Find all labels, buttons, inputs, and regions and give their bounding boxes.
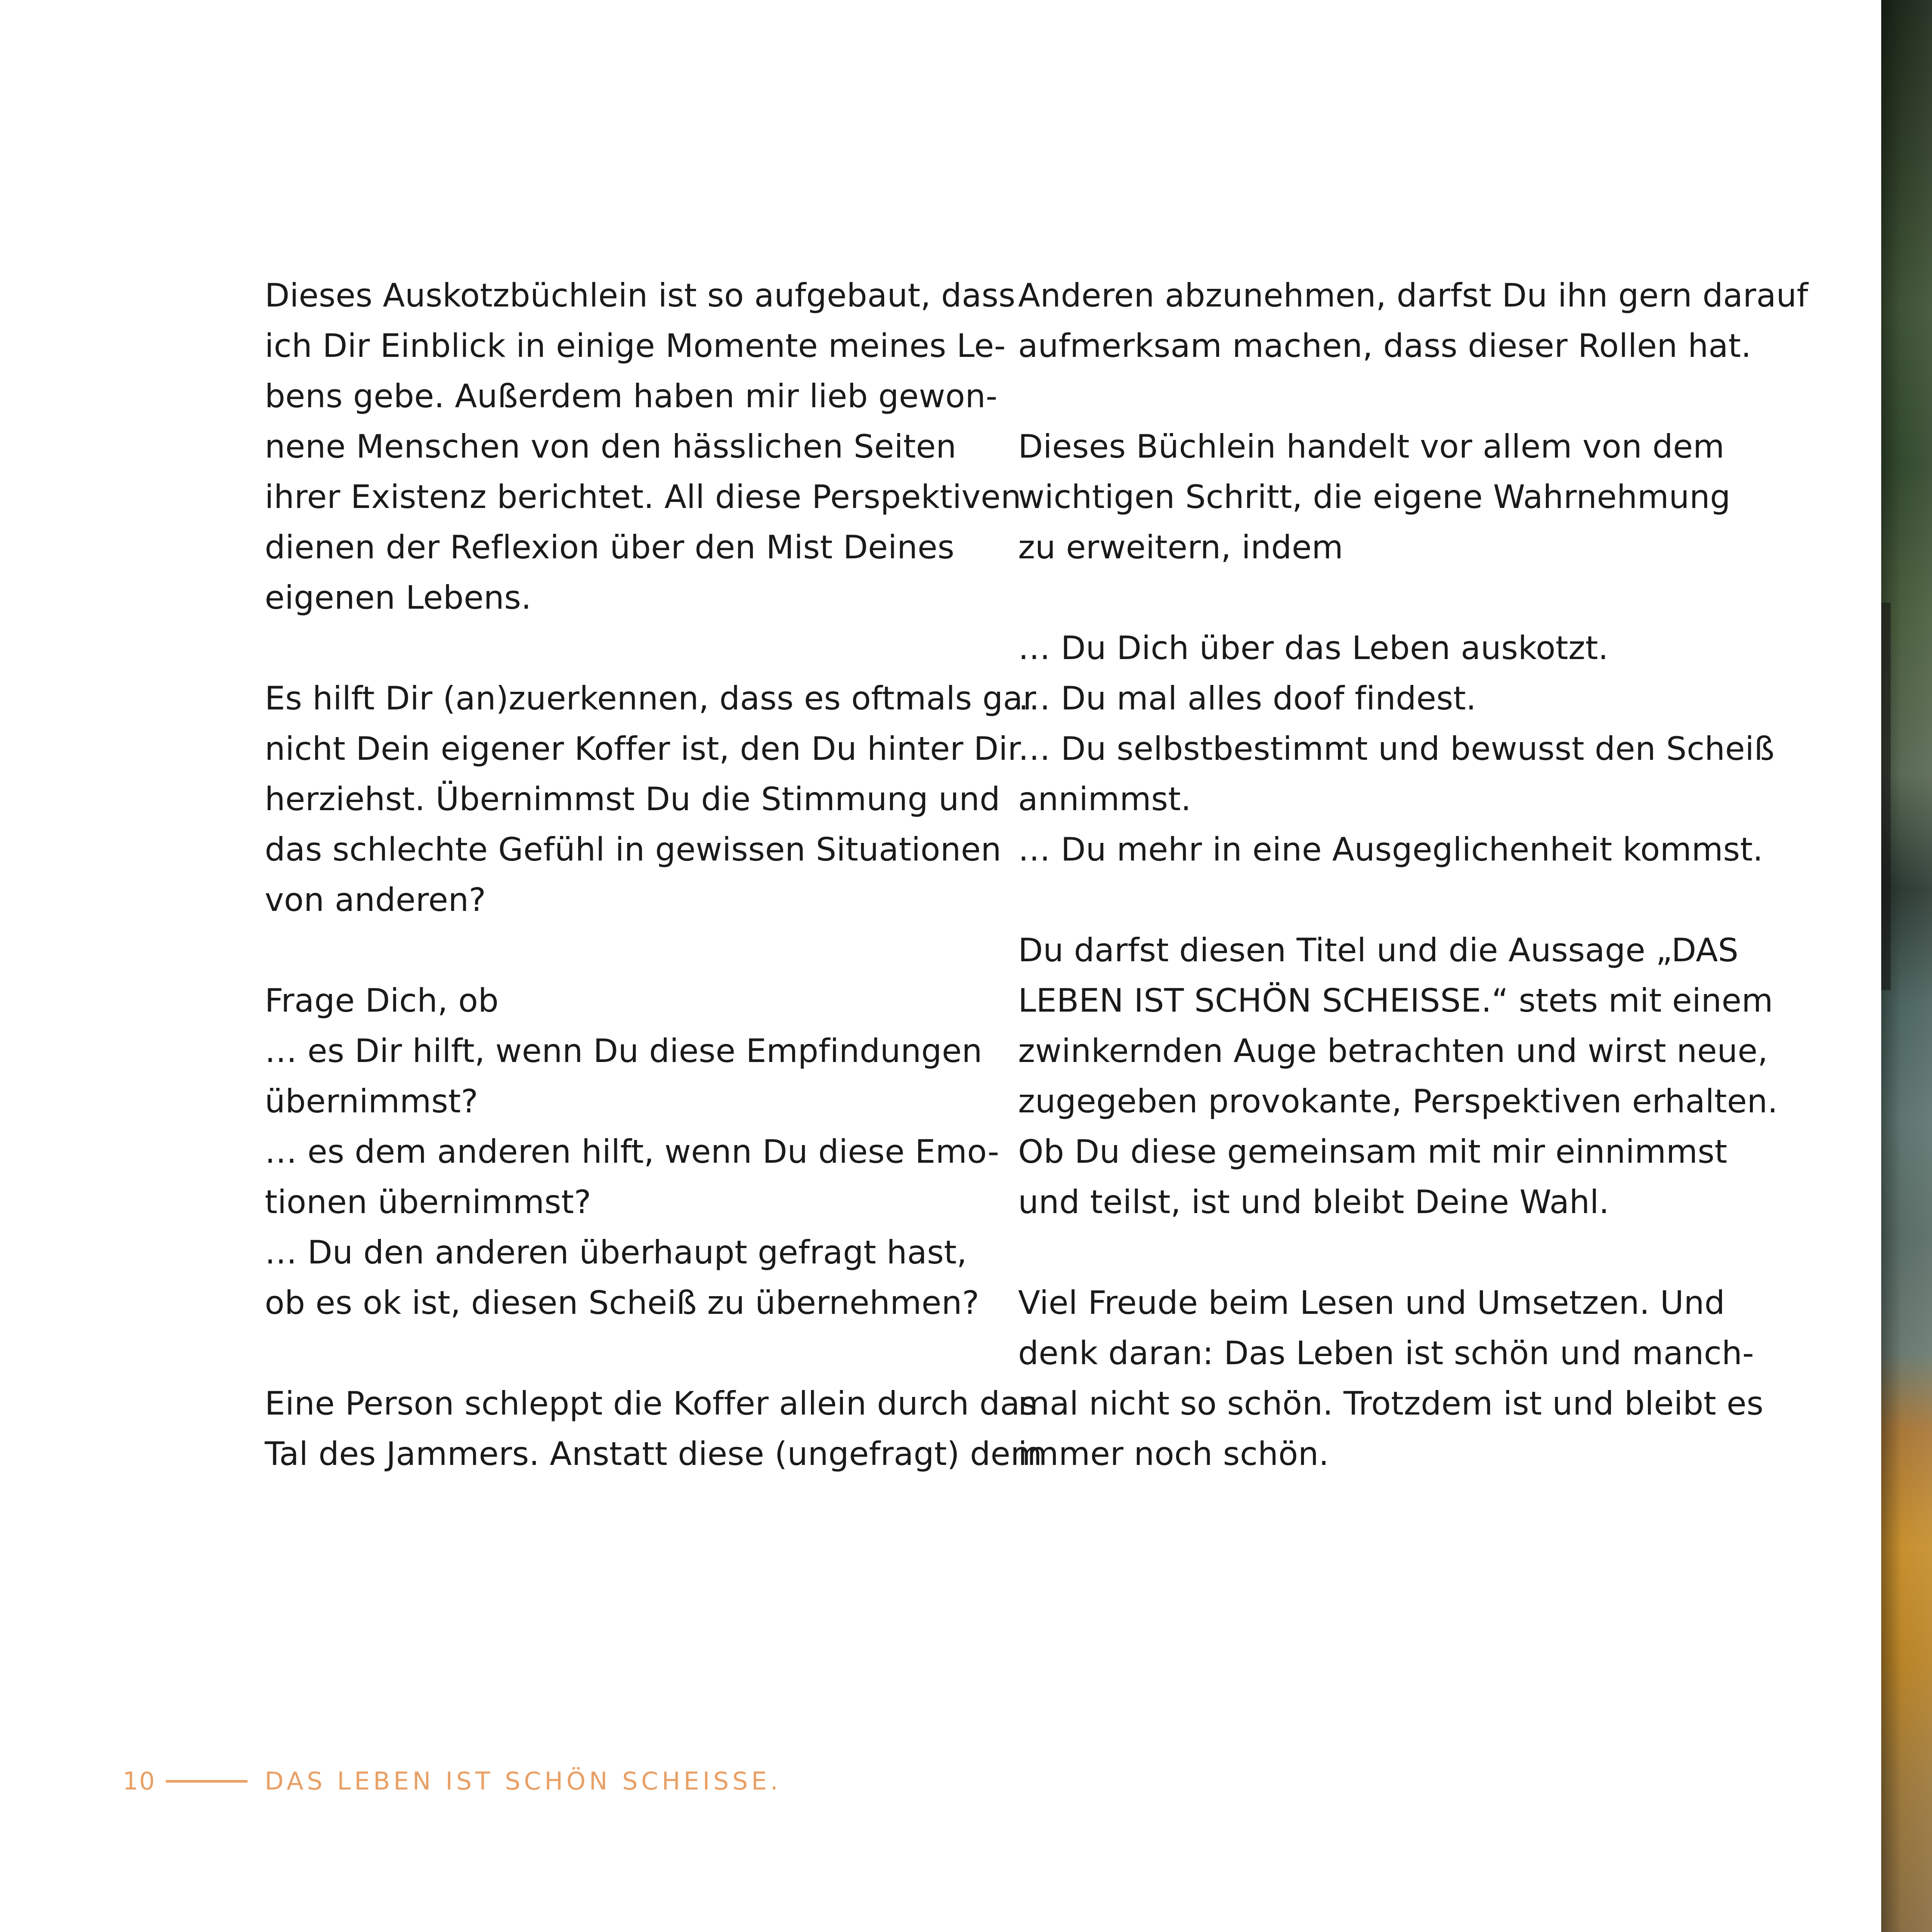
left-text-column: [265, 270, 1042, 1479]
text-line: Du darfst diesen Titel und die Aussage „DAS: [1018, 931, 1739, 969]
page-footer: [123, 1768, 781, 1794]
paragraph-gap: [1018, 573, 1690, 623]
text-line: eigenen Lebens.: [265, 579, 532, 616]
photo-edge-image: [1881, 0, 1932, 1932]
paragraph: [1018, 623, 1775, 875]
text-line: … Du selbstbestimmt und bewusst den Scheiß: [1018, 730, 1775, 768]
text-line: … es dem anderen hilft, wenn Du diese Emo-: [265, 1133, 1000, 1170]
text-line: übernimmst?: [265, 1082, 478, 1120]
paragraph-gap: [265, 925, 936, 975]
paragraph-gap: [1018, 875, 1690, 925]
text-line: herziehst. Übernimmst Du die Stimmung und: [265, 780, 1000, 818]
paragraph: [1018, 270, 1808, 371]
text-line: zugegeben provokante, Perspektiven erhalten.: [1018, 1082, 1778, 1120]
text-line: … Du mehr in eine Ausgeglichenheit kommst.: [1018, 830, 1763, 868]
text-line: … Du mal alles doof findest.: [1018, 679, 1477, 717]
text-line: Anderen abzunehmen, darfst Du ihn gern darauf: [1018, 276, 1808, 314]
text-line: … es Dir hilft, wenn Du diese Empfindungen: [265, 1032, 982, 1070]
text-line: annimmst.: [1018, 780, 1192, 818]
paragraph: [1018, 925, 1778, 1227]
paragraph-gap: [265, 1328, 936, 1378]
text-line: tionen übernimmst?: [265, 1183, 591, 1221]
text-line: Ob Du diese gemeinsam mit mir einnimmst: [1018, 1133, 1728, 1170]
paragraph: [1018, 1278, 1764, 1479]
text-line: ob es ok ist, diesen Scheiß zu übernehmen?: [265, 1284, 979, 1322]
text-line: Tal des Jammers. Anstatt diese (ungefragt) dem: [265, 1435, 1042, 1473]
text-line: und teilst, ist und bleibt Deine Wahl.: [1018, 1183, 1610, 1221]
running-title: DAS LEBEN IST SCHÖN SCHEISSE.: [265, 1767, 782, 1796]
paragraph: [265, 1378, 1042, 1479]
paragraph-gap: [1018, 371, 1690, 421]
text-line: … Du Dich über das Leben auskotzt.: [1018, 629, 1609, 667]
paragraph: [265, 270, 1022, 623]
text-line: nicht Dein eigener Koffer ist, den Du hinter Dir: [265, 730, 1021, 768]
text-line: ihrer Existenz berichtet. All diese Perspektiven: [265, 478, 1022, 516]
text-line: Dieses Büchlein handelt vor allem von dem: [1018, 427, 1725, 465]
footer-divider: [166, 1780, 248, 1783]
text-line: bens gebe. Außerdem haben mir lieb gewon-: [265, 377, 997, 415]
text-line: zwinkernden Auge betrachten und wirst neue,: [1018, 1032, 1768, 1070]
text-line: denk daran: Das Leben ist schön und manch-: [1018, 1334, 1754, 1372]
text-line: zu erweitern, indem: [1018, 528, 1344, 566]
paragraph-gap: [265, 623, 936, 673]
text-line: nene Menschen von den hässlichen Seiten: [265, 427, 957, 465]
text-line: mal nicht so schön. Trotzdem ist und bleibt es: [1018, 1384, 1764, 1422]
right-text-column: [1018, 270, 1808, 1479]
text-line: Es hilft Dir (an)zuerkennen, dass es oftmals gar: [265, 679, 1037, 717]
text-line: … Du den anderen überhaupt gefragt hast,: [265, 1233, 967, 1271]
text-line: Dieses Auskotzbüchlein ist so aufgebaut, dass: [265, 276, 1016, 314]
text-line: aufmerksam machen, dass dieser Rollen hat.: [1018, 327, 1752, 365]
page-number: 10: [123, 1767, 156, 1796]
paragraph: [265, 975, 1000, 1328]
text-line: LEBEN IST SCHÖN SCHEISSE.“ stets mit einem: [1018, 981, 1773, 1019]
paragraph: [1018, 421, 1731, 573]
text-line: ich Dir Einblick in einige Momente meines Le-: [265, 327, 1006, 365]
text-line: Frage Dich, ob: [265, 981, 499, 1019]
text-line: immer noch schön.: [1018, 1435, 1329, 1473]
text-line: das schlechte Gefühl in gewissen Situationen: [265, 830, 1002, 868]
text-line: dienen der Reflexion über den Mist Deines: [265, 528, 955, 566]
paragraph-gap: [1018, 1227, 1690, 1278]
text-line: wichtigen Schritt, die eigene Wahrnehmung: [1018, 478, 1731, 516]
text-line: Eine Person schleppt die Koffer allein durch das: [265, 1384, 1037, 1422]
text-line: Viel Freude beim Lesen und Umsetzen. Und: [1018, 1284, 1725, 1322]
tree-trunk-shape: [1881, 603, 1891, 990]
paragraph: [265, 673, 1037, 925]
text-line: von anderen?: [265, 881, 486, 919]
